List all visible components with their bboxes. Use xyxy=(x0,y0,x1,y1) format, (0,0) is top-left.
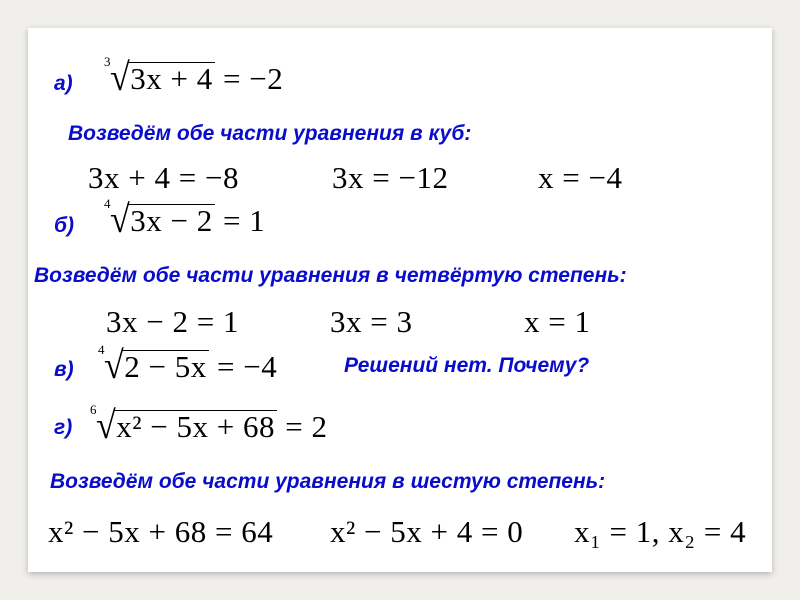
slide xyxy=(28,28,772,572)
root-index-v: 4 xyxy=(98,342,105,357)
radical-v xyxy=(98,344,209,386)
radicand-v: 2 − 5x xyxy=(124,349,207,384)
step-b-2: 3x = 3 xyxy=(330,304,413,339)
radical-g xyxy=(90,404,277,446)
radical-sign-icon: √ xyxy=(110,55,131,99)
equation-v xyxy=(98,344,277,386)
rhs-b: = 1 xyxy=(214,203,266,238)
step-a-1: 3x + 4 = −8 xyxy=(88,160,239,195)
root-index-g: 6 xyxy=(90,402,97,417)
root-index-b: 4 xyxy=(104,196,111,211)
radical-sign-icon: √ xyxy=(96,403,117,447)
label-b: б) xyxy=(54,214,74,237)
equation-a xyxy=(104,56,283,98)
step-g-3: x₁ = 1, x₂ = 4 xyxy=(574,514,747,549)
rhs-g: = 2 xyxy=(277,409,328,444)
radicand-b: 3x − 2 xyxy=(130,203,213,238)
note-v: Решений нет. Почему? xyxy=(344,354,590,377)
note-b: Возведём обе части уравнения в четвёртую степень: xyxy=(34,264,627,287)
step-b-3: x = 1 xyxy=(524,304,591,339)
label-v: в) xyxy=(54,358,74,381)
equation-g xyxy=(90,404,328,446)
step-a-2: 3x = −12 xyxy=(332,160,449,195)
radical-a xyxy=(104,56,215,98)
label-a: а) xyxy=(54,72,73,95)
equation-b xyxy=(104,198,265,240)
radicand-a: 3x + 4 xyxy=(130,61,213,96)
radical-sign-icon: √ xyxy=(110,197,131,241)
label-g: г) xyxy=(54,416,73,439)
step-b-1: 3x − 2 = 1 xyxy=(106,304,239,339)
step-g-2: x² − 5x + 4 = 0 xyxy=(330,514,524,549)
rhs-v: = −4 xyxy=(208,349,278,384)
radical-sign-icon: √ xyxy=(104,343,125,387)
note-a: Возведём обе части уравнения в куб: xyxy=(68,122,472,145)
radicand-g: x² − 5x + 68 xyxy=(116,409,276,444)
note-g: Возведём обе части уравнения в шестую степень: xyxy=(50,470,606,493)
radical-b xyxy=(104,198,215,240)
root-index-a: 3 xyxy=(104,54,111,69)
rhs-a: = −2 xyxy=(214,61,284,96)
step-g-1: x² − 5x + 68 = 64 xyxy=(48,514,274,549)
step-a-3: x = −4 xyxy=(538,160,623,195)
